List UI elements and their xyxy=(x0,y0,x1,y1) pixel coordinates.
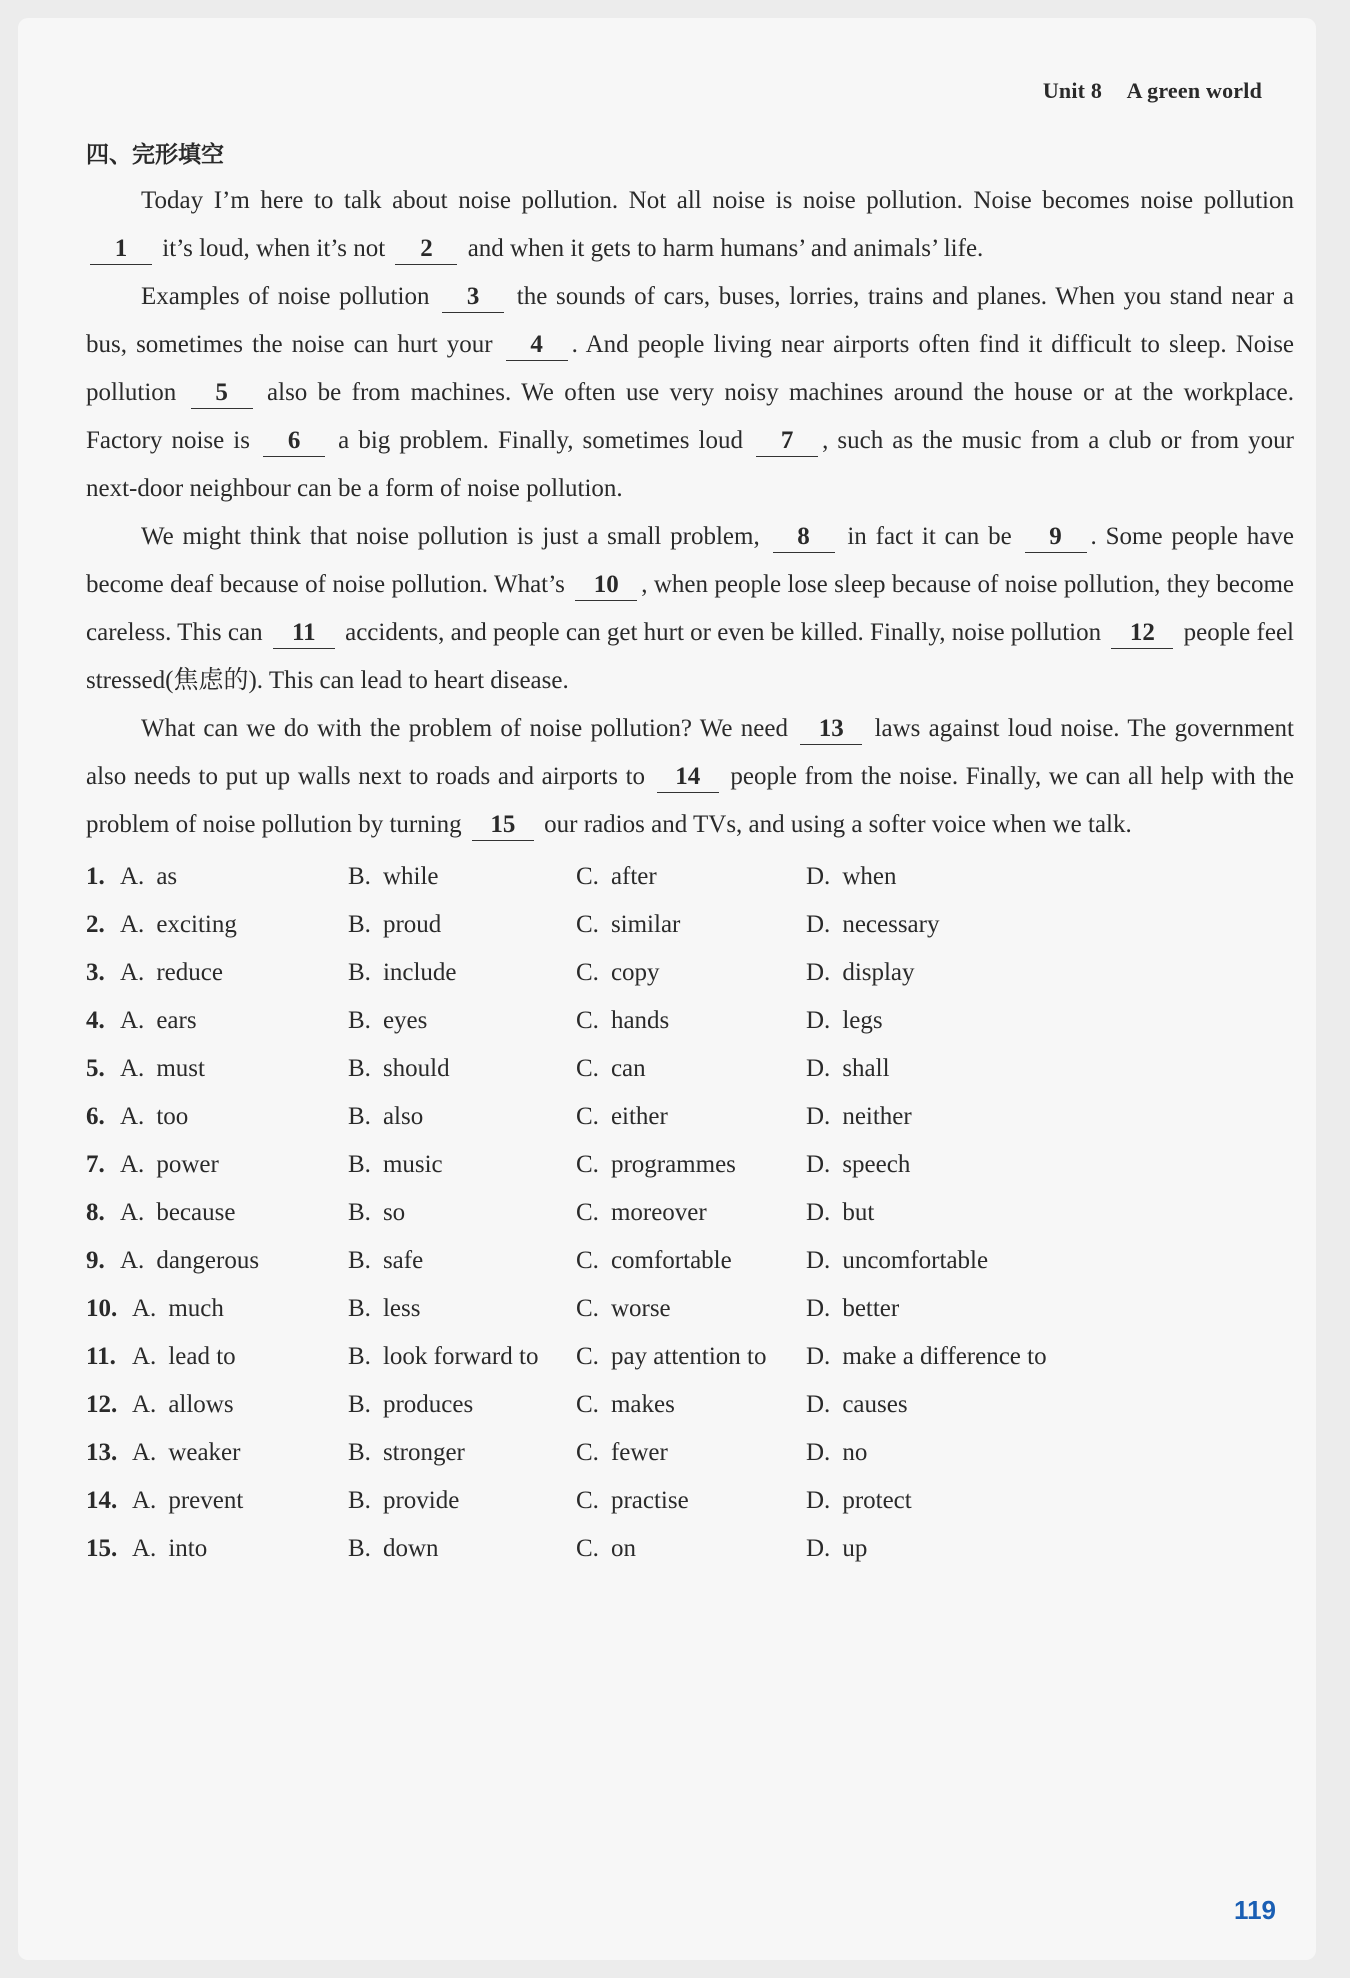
blank-6[interactable]: 6 xyxy=(263,426,325,457)
option-c[interactable] xyxy=(576,1141,736,1189)
option-letter: B. xyxy=(348,1535,371,1562)
option-letter: B. xyxy=(348,1007,371,1034)
option-d[interactable] xyxy=(806,1141,910,1189)
option-text: stronger xyxy=(382,1439,465,1466)
option-letter: B. xyxy=(348,1391,371,1418)
unit-label: Unit 8 xyxy=(1042,78,1103,103)
passage-text: in fact it can be xyxy=(838,523,1021,550)
option-letter: C. xyxy=(576,1247,599,1274)
option-letter: B. xyxy=(348,1103,371,1130)
option-text: allows xyxy=(168,1391,234,1418)
blank-9[interactable]: 9 xyxy=(1025,522,1087,553)
option-c[interactable] xyxy=(576,1237,732,1285)
option-letter: C. xyxy=(576,911,599,938)
option-d[interactable] xyxy=(806,949,915,997)
option-letter: C. xyxy=(576,1487,599,1514)
option-letter: D. xyxy=(806,1295,831,1322)
question-row xyxy=(86,1093,1294,1141)
question-number: 10. xyxy=(86,1295,118,1322)
option-text: no xyxy=(842,1439,868,1466)
option-c[interactable] xyxy=(576,949,660,997)
passage-text: and when it gets to harm humans’ and animals’ life. xyxy=(461,235,984,262)
option-c[interactable] xyxy=(576,1285,671,1333)
option-d[interactable] xyxy=(806,1525,867,1573)
option-text: pay attention to xyxy=(610,1343,767,1370)
option-a[interactable] xyxy=(132,1333,236,1381)
passage-text: . And people living near airports often find it difficult to sleep. Noise pollution xyxy=(86,331,1295,406)
option-text: better xyxy=(842,1295,900,1322)
option-letter: A. xyxy=(120,959,145,986)
passage-text: What can we do with the problem of noise pollution? We need xyxy=(141,715,797,742)
option-c[interactable] xyxy=(576,1525,636,1573)
question-row xyxy=(86,1045,1294,1093)
option-letter: A. xyxy=(120,1247,145,1274)
option-letter: D. xyxy=(806,1199,831,1226)
question-row xyxy=(86,1237,1294,1285)
option-a[interactable] xyxy=(120,1237,259,1285)
blank-7[interactable]: 7 xyxy=(756,426,818,457)
passage-text: also be from machines. We often use very noisy machines around the house or at the workplace. Factory noise is xyxy=(86,379,1294,454)
option-text: produces xyxy=(382,1391,474,1418)
option-a[interactable] xyxy=(132,1525,207,1573)
option-text: should xyxy=(382,1055,450,1082)
option-b[interactable] xyxy=(348,997,427,1045)
question-row xyxy=(86,997,1294,1045)
option-d[interactable] xyxy=(806,1045,890,1093)
option-letter: A. xyxy=(120,1103,145,1130)
option-letter: D. xyxy=(806,863,831,890)
blank-12[interactable]: 12 xyxy=(1111,618,1173,649)
option-letter: A. xyxy=(120,1151,145,1178)
option-text: moreover xyxy=(610,1199,707,1226)
option-letter: A. xyxy=(132,1391,157,1418)
option-letter: B. xyxy=(348,1055,371,1082)
option-letter: C. xyxy=(576,1343,599,1370)
passage-text: Examples of noise pollution xyxy=(141,283,439,310)
option-text: power xyxy=(156,1151,219,1178)
passage-text: . Some people have become deaf because of noise pollution. What’s xyxy=(86,523,1294,598)
option-letter: B. xyxy=(348,1199,371,1226)
option-text: prevent xyxy=(168,1487,244,1514)
option-d[interactable] xyxy=(806,1429,867,1477)
option-letter: C. xyxy=(576,1103,599,1130)
option-letter: C. xyxy=(576,1151,599,1178)
option-letter: D. xyxy=(806,1439,831,1466)
option-letter: A. xyxy=(120,1007,145,1034)
option-d[interactable] xyxy=(806,1285,899,1333)
option-b[interactable] xyxy=(348,1141,443,1189)
option-letter: C. xyxy=(576,1295,599,1322)
option-text: exciting xyxy=(156,911,237,938)
option-text: fewer xyxy=(610,1439,668,1466)
option-text: while xyxy=(382,863,439,890)
option-b[interactable] xyxy=(348,1477,459,1525)
option-letter: D. xyxy=(806,1391,831,1418)
option-d[interactable] xyxy=(806,997,883,1045)
option-text: after xyxy=(610,863,657,890)
option-text: make a difference to xyxy=(842,1343,1047,1370)
option-text: look forward to xyxy=(382,1343,539,1370)
passage-text: our radios and TVs, and using a softer voice when we talk. xyxy=(537,811,1132,838)
option-text: less xyxy=(382,1295,421,1322)
option-letter: B. xyxy=(348,1343,371,1370)
option-text: protect xyxy=(842,1487,912,1514)
option-c[interactable] xyxy=(576,1429,668,1477)
option-letter: A. xyxy=(132,1535,157,1562)
cloze-passage xyxy=(86,177,1294,849)
option-text: copy xyxy=(610,959,660,986)
blank-11[interactable]: 11 xyxy=(273,618,335,649)
question-number: 3. xyxy=(86,959,105,986)
blank-2[interactable]: 2 xyxy=(395,234,457,265)
option-letter: B. xyxy=(348,1295,371,1322)
blank-10[interactable]: 10 xyxy=(575,570,637,601)
option-letter: A. xyxy=(132,1439,157,1466)
option-text: legs xyxy=(842,1007,883,1034)
option-letter: A. xyxy=(120,863,145,890)
option-text: shall xyxy=(842,1055,890,1082)
option-d[interactable] xyxy=(806,1189,874,1237)
option-b[interactable] xyxy=(348,1045,450,1093)
option-d[interactable] xyxy=(806,1477,912,1525)
question-row xyxy=(86,1477,1294,1525)
option-letter: A. xyxy=(120,911,145,938)
option-text: into xyxy=(168,1535,208,1562)
option-c[interactable] xyxy=(576,1045,646,1093)
option-text: safe xyxy=(382,1247,424,1274)
option-letter: D. xyxy=(806,959,831,986)
option-a[interactable] xyxy=(120,901,237,949)
answer-options xyxy=(86,853,1294,1573)
option-c[interactable] xyxy=(576,853,657,901)
passage-text: , such as the music from a club or from your next-door neighbour can be a form of noise pollution. xyxy=(86,427,1295,502)
passage-text: the sounds of cars, buses, lorries, trains and planes. When you stand near a bus, sometimes the noise can hurt your xyxy=(86,283,1294,358)
option-d[interactable] xyxy=(806,853,896,901)
option-text: include xyxy=(382,959,457,986)
option-c[interactable] xyxy=(576,1477,689,1525)
option-d[interactable] xyxy=(806,901,939,949)
option-text: also xyxy=(382,1103,424,1130)
option-b[interactable] xyxy=(348,949,457,997)
question-row xyxy=(86,949,1294,997)
passage-text: people from the noise. Finally, we can all help with the problem of noise pollution by turning xyxy=(86,763,1294,838)
option-text: causes xyxy=(842,1391,908,1418)
option-letter: D. xyxy=(806,1055,831,1082)
option-letter: C. xyxy=(576,959,599,986)
option-letter: D. xyxy=(806,1487,831,1514)
option-text: similar xyxy=(610,911,681,938)
option-a[interactable] xyxy=(120,997,197,1045)
option-text: practise xyxy=(610,1487,689,1514)
option-c[interactable] xyxy=(576,997,669,1045)
question-number: 1. xyxy=(86,863,105,890)
option-c[interactable] xyxy=(576,1093,668,1141)
option-letter: A. xyxy=(120,1199,145,1226)
option-c[interactable] xyxy=(576,1381,675,1429)
option-letter: B. xyxy=(348,1151,371,1178)
option-b[interactable] xyxy=(348,1381,473,1429)
question-row xyxy=(86,1525,1294,1573)
option-text: because xyxy=(156,1199,236,1226)
option-b[interactable] xyxy=(348,1237,423,1285)
option-a[interactable] xyxy=(120,1141,219,1189)
option-letter: C. xyxy=(576,1007,599,1034)
option-text: too xyxy=(156,1103,189,1130)
passage-text: people feel stressed(焦虑的). This can lead to heart disease. xyxy=(86,619,1294,694)
option-text: dangerous xyxy=(156,1247,260,1274)
option-a[interactable] xyxy=(120,1045,205,1093)
option-a[interactable] xyxy=(132,1285,224,1333)
option-letter: D. xyxy=(806,1343,831,1370)
option-a[interactable] xyxy=(132,1429,240,1477)
option-letter: B. xyxy=(348,1439,371,1466)
option-b[interactable] xyxy=(348,1285,420,1333)
option-d[interactable] xyxy=(806,1333,1047,1381)
passage-text: it’s loud, when it’s not xyxy=(156,235,392,262)
option-d[interactable] xyxy=(806,1381,908,1429)
question-row xyxy=(86,1141,1294,1189)
exercise-content xyxy=(86,138,1294,1573)
option-text: down xyxy=(382,1535,439,1562)
option-text: proud xyxy=(382,911,442,938)
passage-text: Today I’m here to talk about noise pollution. Not all noise is noise pollution. Noise becomes noise pollution xyxy=(141,187,1294,214)
question-number: 5. xyxy=(86,1055,105,1082)
option-text: programmes xyxy=(610,1151,736,1178)
option-b[interactable] xyxy=(348,1429,465,1477)
question-row xyxy=(86,1189,1294,1237)
option-c[interactable] xyxy=(576,901,680,949)
option-d[interactable] xyxy=(806,1237,988,1285)
option-letter: A. xyxy=(132,1343,157,1370)
blank-4[interactable]: 4 xyxy=(506,330,568,361)
option-text: makes xyxy=(610,1391,675,1418)
option-a[interactable] xyxy=(120,853,177,901)
option-text: provide xyxy=(382,1487,460,1514)
blank-14[interactable]: 14 xyxy=(657,762,719,793)
blank-13[interactable]: 13 xyxy=(800,714,862,745)
question-row xyxy=(86,1285,1294,1333)
option-text: must xyxy=(156,1055,205,1082)
option-letter: B. xyxy=(348,863,371,890)
question-number: 8. xyxy=(86,1199,105,1226)
option-text: uncomfortable xyxy=(842,1247,989,1274)
question-row xyxy=(86,853,1294,901)
question-row xyxy=(86,901,1294,949)
option-letter: A. xyxy=(132,1487,157,1514)
option-letter: B. xyxy=(348,911,371,938)
option-text: comfortable xyxy=(610,1247,732,1274)
option-a[interactable] xyxy=(132,1477,243,1525)
question-number: 13. xyxy=(86,1439,118,1466)
blank-5[interactable]: 5 xyxy=(191,378,253,409)
option-letter: B. xyxy=(348,959,371,986)
section-title: 四、完形填空 xyxy=(86,142,224,168)
option-text: as xyxy=(156,863,178,890)
question-number: 15. xyxy=(86,1535,118,1562)
unit-title: A green world xyxy=(1126,78,1262,103)
option-text: up xyxy=(842,1535,868,1562)
passage-text: We might think that noise pollution is just a small problem, xyxy=(141,523,769,550)
option-c[interactable] xyxy=(576,1333,766,1381)
option-text: on xyxy=(610,1535,636,1562)
option-letter: D. xyxy=(806,1103,831,1130)
option-letter: C. xyxy=(576,1055,599,1082)
option-d[interactable] xyxy=(806,1093,912,1141)
option-letter: D. xyxy=(806,1007,831,1034)
passage-paragraph xyxy=(86,177,1294,273)
option-letter: C. xyxy=(576,1535,599,1562)
blank-8[interactable]: 8 xyxy=(773,522,835,553)
passage-paragraph xyxy=(86,513,1294,705)
option-b[interactable] xyxy=(348,901,441,949)
option-b[interactable] xyxy=(348,1333,538,1381)
option-a[interactable] xyxy=(120,1189,235,1237)
question-number: 7. xyxy=(86,1151,105,1178)
question-number: 9. xyxy=(86,1247,105,1274)
passage-text: a big problem. Finally, sometimes loud xyxy=(329,427,753,454)
question-number: 12. xyxy=(86,1391,118,1418)
option-text: so xyxy=(382,1199,406,1226)
option-letter: A. xyxy=(120,1055,145,1082)
question-number: 14. xyxy=(86,1487,118,1514)
option-text: much xyxy=(168,1295,224,1322)
option-text: either xyxy=(610,1103,668,1130)
option-letter: C. xyxy=(576,1199,599,1226)
option-text: ears xyxy=(156,1007,197,1034)
passage-text: laws against loud noise. The government also needs to put up walls next to roads and airports to xyxy=(86,715,1294,790)
option-text: speech xyxy=(842,1151,911,1178)
blank-1[interactable]: 1 xyxy=(90,234,152,265)
option-text: hands xyxy=(610,1007,670,1034)
option-b[interactable] xyxy=(348,1189,405,1237)
option-b[interactable] xyxy=(348,1525,439,1573)
option-text: when xyxy=(842,863,897,890)
question-number: 11. xyxy=(86,1343,116,1370)
option-a[interactable] xyxy=(120,1093,188,1141)
option-letter: A. xyxy=(132,1295,157,1322)
option-c[interactable] xyxy=(576,1189,707,1237)
running-header xyxy=(1043,78,1262,104)
option-b[interactable] xyxy=(348,1093,423,1141)
option-letter: C. xyxy=(576,1391,599,1418)
page xyxy=(18,18,1316,1960)
option-a[interactable] xyxy=(120,949,223,997)
question-row xyxy=(86,1381,1294,1429)
option-text: neither xyxy=(842,1103,912,1130)
option-text: can xyxy=(610,1055,646,1082)
option-text: display xyxy=(842,959,915,986)
option-text: worse xyxy=(610,1295,671,1322)
option-text: weaker xyxy=(168,1439,241,1466)
option-a[interactable] xyxy=(132,1381,234,1429)
blank-15[interactable]: 15 xyxy=(472,810,534,841)
option-letter: D. xyxy=(806,1535,831,1562)
passage-text: accidents, and people can get hurt or even be killed. Finally, noise pollution xyxy=(338,619,1108,646)
option-text: reduce xyxy=(156,959,223,986)
option-text: necessary xyxy=(842,911,940,938)
option-letter: D. xyxy=(806,1247,831,1274)
question-number: 6. xyxy=(86,1103,105,1130)
option-letter: C. xyxy=(576,1439,599,1466)
option-letter: D. xyxy=(806,1151,831,1178)
passage-paragraph xyxy=(86,705,1294,849)
option-text: but xyxy=(842,1199,875,1226)
passage-text: , when people lose sleep because of noise pollution, they become careless. This can xyxy=(86,571,1294,646)
option-letter: B. xyxy=(348,1487,371,1514)
question-number: 2. xyxy=(86,911,105,938)
option-text: eyes xyxy=(382,1007,428,1034)
option-letter: B. xyxy=(348,1247,371,1274)
option-text: music xyxy=(382,1151,443,1178)
question-row xyxy=(86,1333,1294,1381)
option-letter: C. xyxy=(576,863,599,890)
page-number: 119 xyxy=(1234,1895,1276,1925)
blank-3[interactable]: 3 xyxy=(442,282,504,313)
question-row xyxy=(86,1429,1294,1477)
option-letter: D. xyxy=(806,911,831,938)
option-b[interactable] xyxy=(348,853,438,901)
question-number: 4. xyxy=(86,1007,105,1034)
option-text: lead to xyxy=(168,1343,236,1370)
passage-paragraph xyxy=(86,273,1294,513)
